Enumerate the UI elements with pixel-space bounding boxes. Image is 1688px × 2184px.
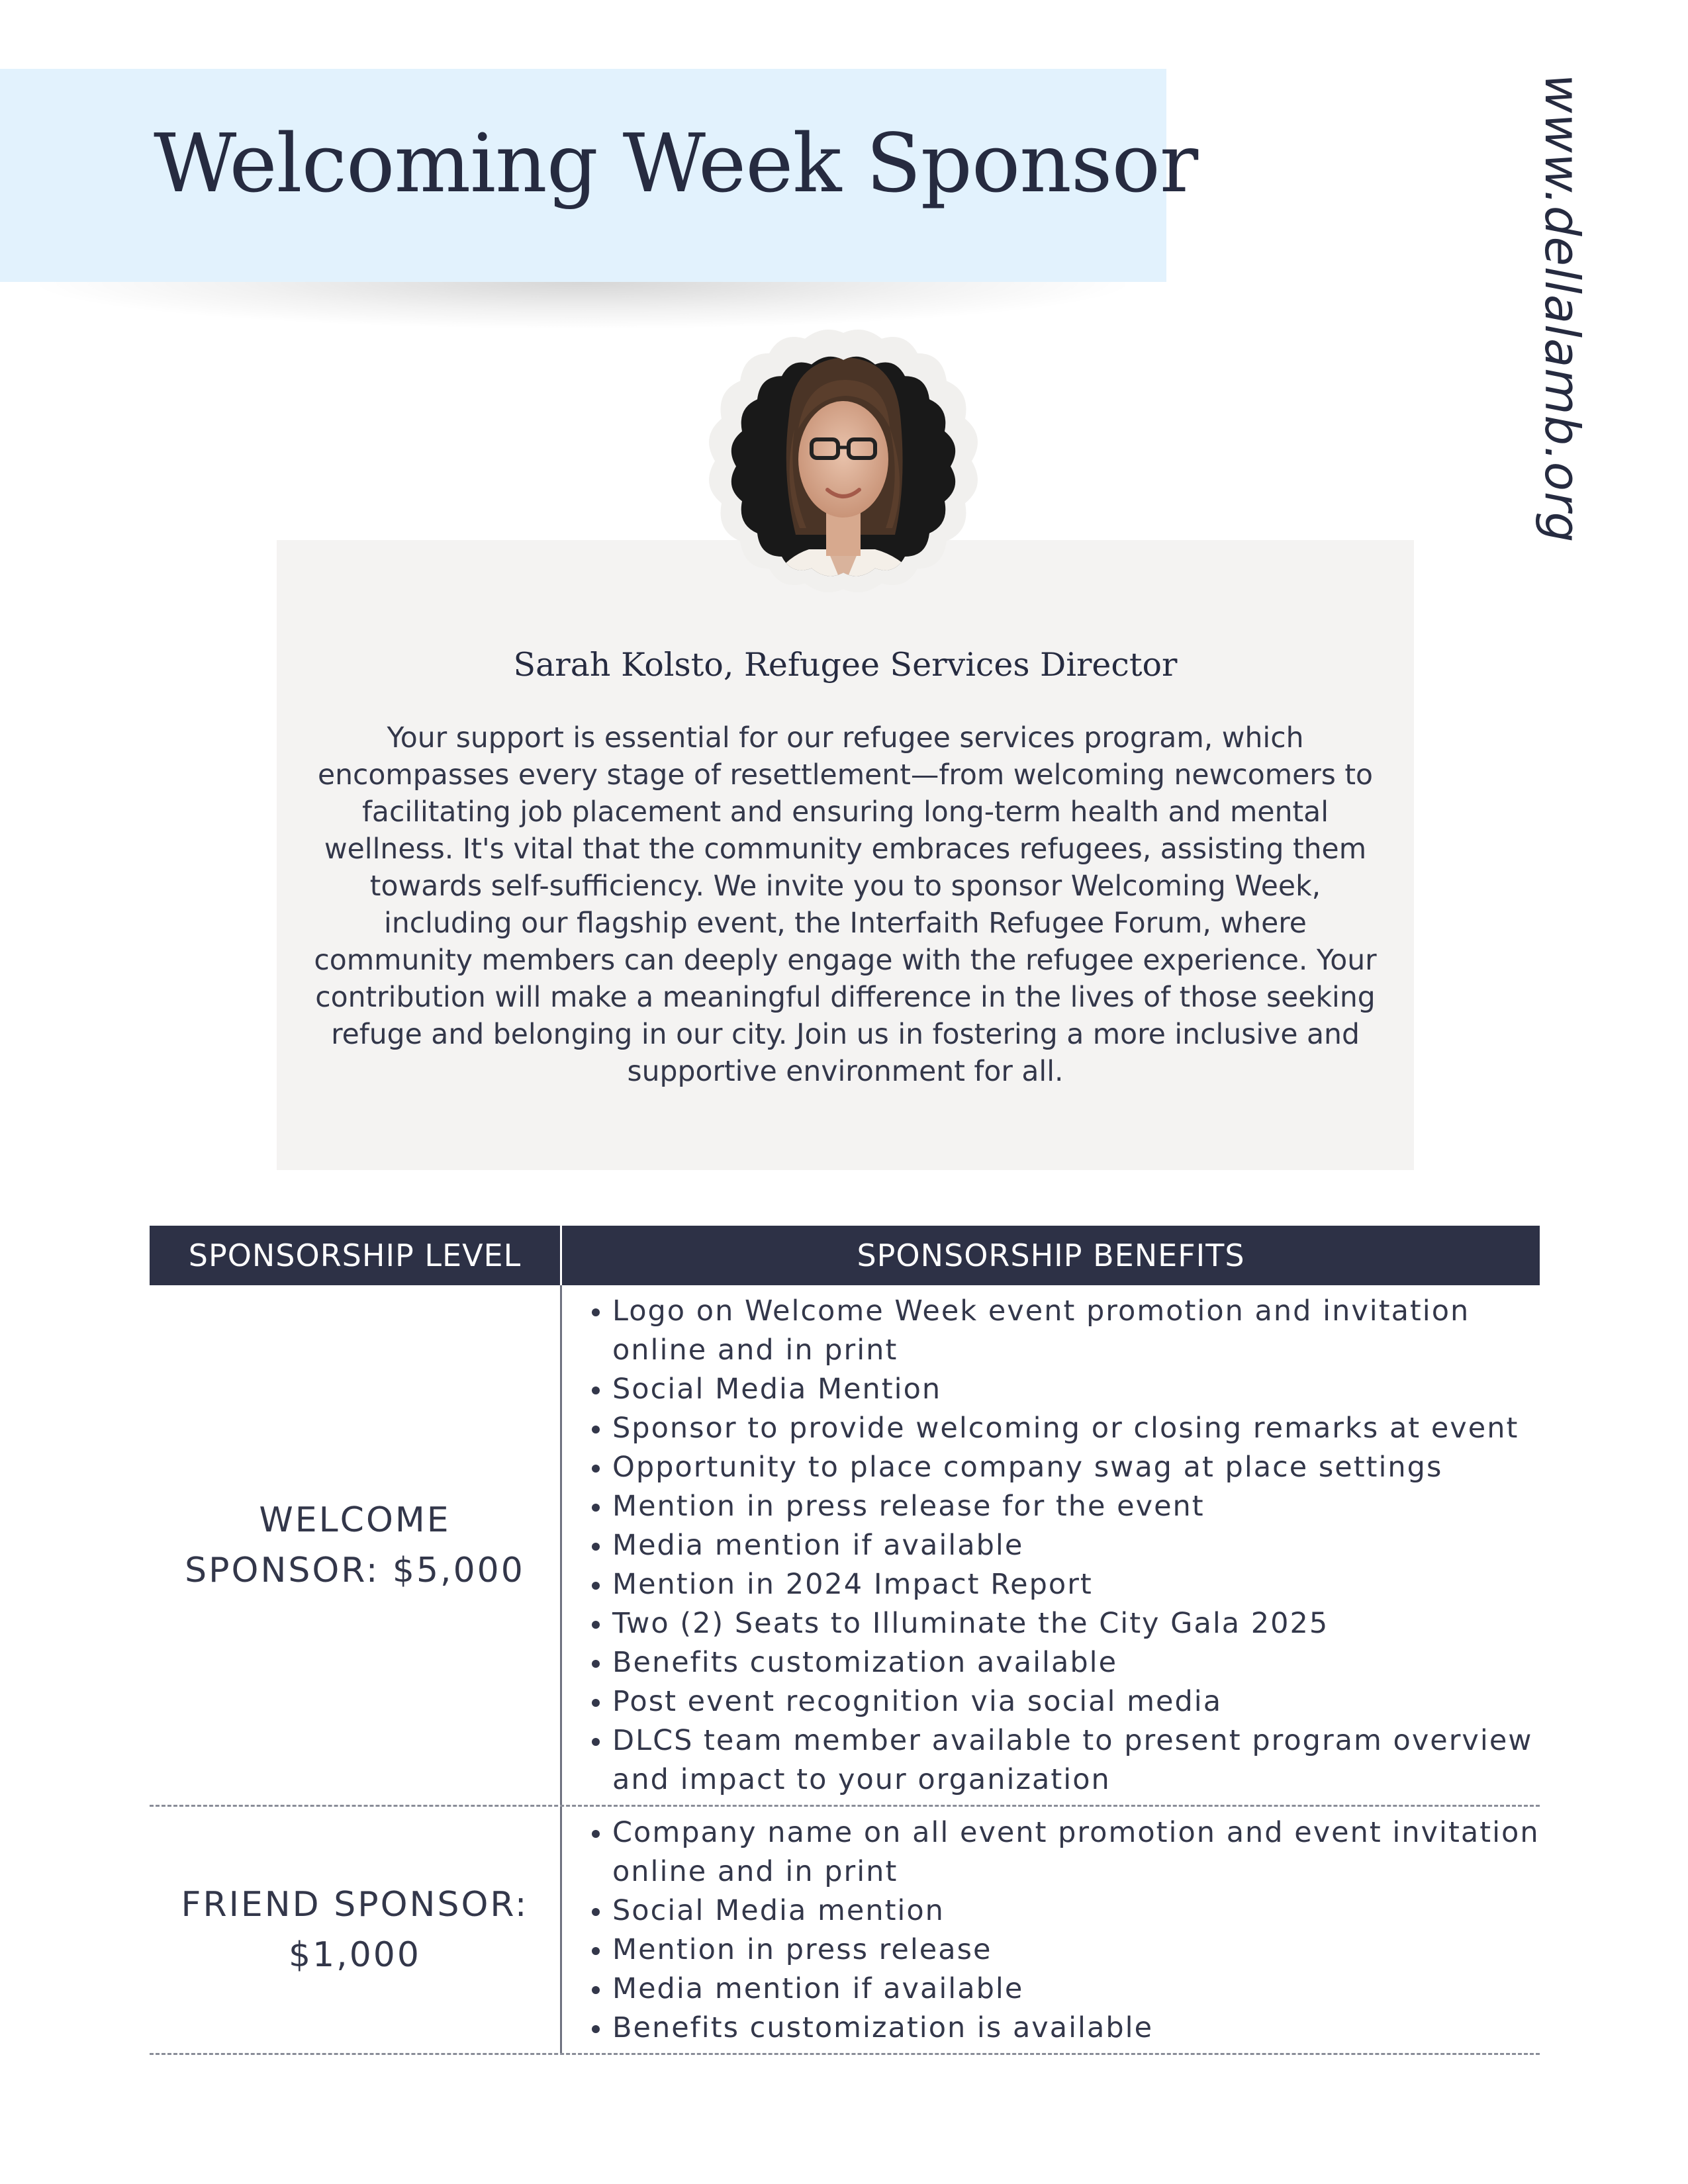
benefits-friend — [562, 1807, 1540, 2053]
list-item: • Mention in press release — [612, 1931, 1540, 1970]
sponsorship-table — [150, 1226, 1540, 2055]
list-item: • Post event recognition via social media — [612, 1682, 1540, 1721]
level-line: WELCOME — [259, 1500, 451, 1540]
sponsorship-level-welcome — [150, 1285, 562, 1805]
benefits-welcome — [562, 1285, 1540, 1805]
table-row — [150, 1807, 1540, 2055]
page-title: Welcoming Week Sponsor — [154, 116, 1198, 210]
director-portrait — [677, 316, 1010, 623]
list-item: • Company name on all event promotion and event invitation online and in print — [612, 1813, 1540, 1891]
header-sponsorship-benefits: SPONSORSHIP BENEFITS — [857, 1238, 1245, 1273]
list-item: • DLCS team member available to present program overview and impact to your organization — [612, 1721, 1540, 1799]
table-header-row — [150, 1226, 1540, 1285]
list-item: • Mention in 2024 Impact Report — [612, 1565, 1540, 1604]
list-item: • Two (2) Seats to Illuminate the City Gala 2025 — [612, 1604, 1540, 1643]
level-line: FRIEND SPONSOR: — [181, 1885, 529, 1925]
list-item: • Social Media Mention — [612, 1370, 1540, 1409]
header-sponsorship-level: SPONSORSHIP LEVEL — [150, 1226, 562, 1285]
list-item: • Media mention if available — [612, 1526, 1540, 1565]
sponsorship-level-friend — [150, 1807, 562, 2053]
list-item: • Benefits customization available — [612, 1643, 1540, 1682]
list-item: • Sponsor to provide welcoming or closing remarks at event — [612, 1409, 1540, 1448]
list-item: • Social Media mention — [612, 1891, 1540, 1931]
level-line: $1,000 — [289, 1935, 421, 1975]
level-line: SPONSOR: $5,000 — [185, 1550, 525, 1590]
list-item: • Opportunity to place company swag at place settings — [612, 1448, 1540, 1487]
website-url[interactable]: www.dellalamb.org — [1534, 74, 1590, 543]
list-item: • Benefits customization is available — [612, 2009, 1540, 2048]
appeal-paragraph: Your support is essential for our refugee services program, which encompasses every stage of resettlement—from welcoming newcomers to facilitating job placement and ensuring long-term health and mental wellness. It's vital that the community embraces refugees, assisting them towards self-sufficiency. We invite you to sponsor Welcoming Week, including our flagship event, the Interfaith Refugee Forum, where community members can deeply engage with the refugee experience. Your contribution will make a meaningful difference in the lives of those seeking refuge and belonging in our city. Join us in fostering a more inclusive and supportive environment for all. — [314, 722, 1377, 1088]
list-item: • Logo on Welcome Week event promotion and invitation online and in print — [612, 1292, 1540, 1370]
list-item: • Media mention if available — [612, 1970, 1540, 2009]
director-caption: Sarah Kolsto, Refugee Services Director — [513, 646, 1178, 684]
table-row — [150, 1285, 1540, 1807]
list-item: • Mention in press release for the event — [612, 1487, 1540, 1526]
